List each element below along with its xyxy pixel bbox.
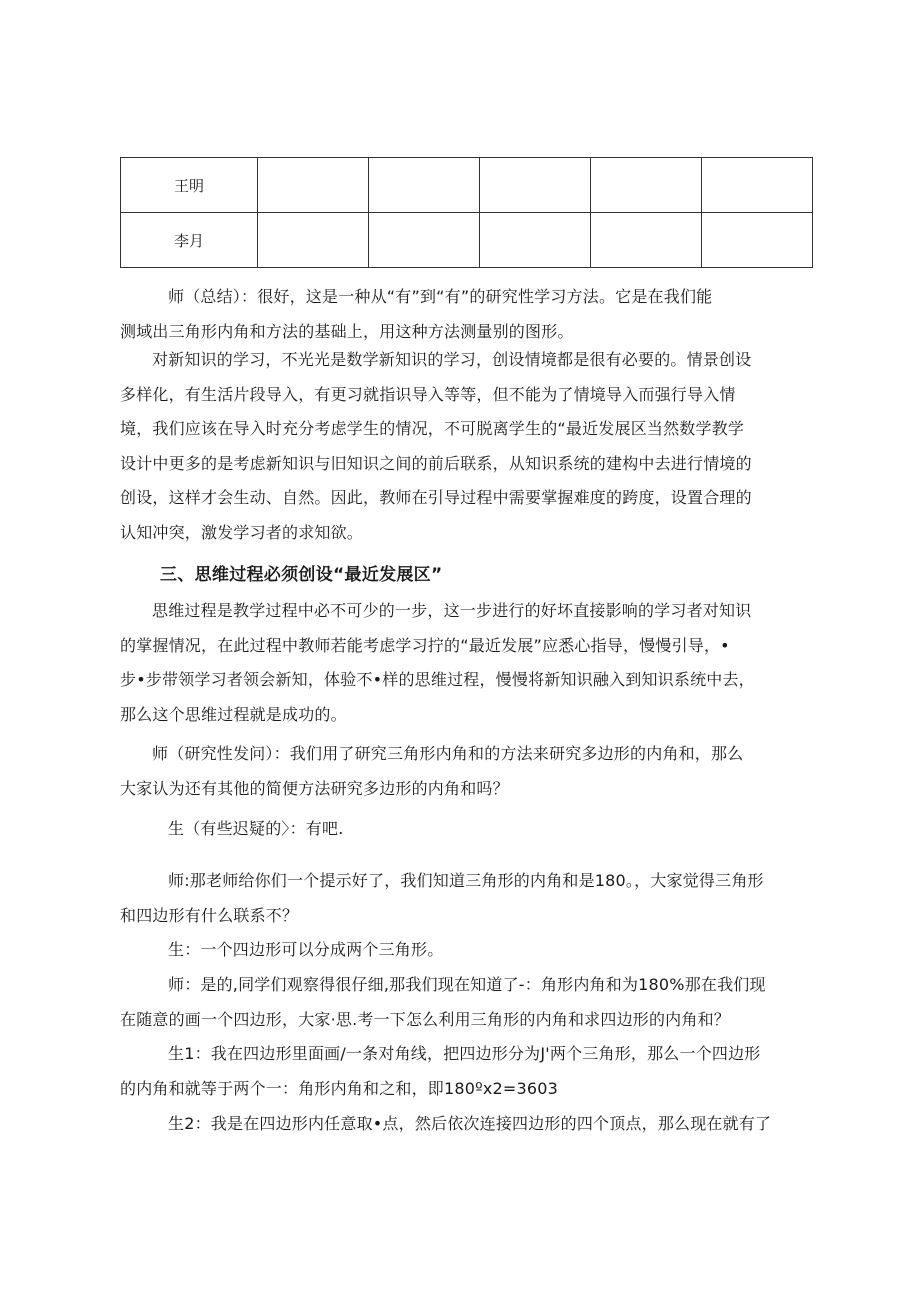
student-name-cell: 王明 [121,158,258,213]
text-line: 认知冲突，激发学习者的求知欲。 [120,522,364,542]
text-line: 思维过程是教学过程中必不可少的一步，这一步进行的好坏直接影响的学习者对知识 [152,601,752,620]
paragraph-student-2 [120,1107,800,1142]
table-cell [258,213,369,268]
text-line: 师（研究性发问）：我们用了研究三角形内角和的方法来研究多边形的内角和，那么 [152,744,744,763]
table-cell [258,158,369,213]
text-line: 生2：我是在四边形内任意取•点，然后依次连接四边形的四个顶点，那么现在就有了 [168,1114,772,1133]
text-line: 生1：我在四边形里面画/一条对角线，把四边形分为J'两个三角形，那么一个四边形 [168,1044,761,1063]
text-line: 的内角和就等于两个一：角形内角和之和，即180ºx2=3603 [120,1078,559,1098]
paragraph-teacher-confirm [120,968,800,1037]
table-cell [591,158,702,213]
table-cell [702,158,813,213]
paragraph-student-1 [120,1037,800,1106]
paragraph-thinking-process [120,594,800,732]
score-table [120,157,813,268]
table-cell [369,213,480,268]
text-line: 多样化，有生活片段导入，有更习就指识导入等等，但不能为了情境导入而强行导入情 [120,384,736,404]
text-line: 大家认为还有其他的简便方法研究多边形的内角和吗？ [120,778,509,798]
table-row [121,213,813,268]
text-line: 境，我们应该在导入时充分考虑学生的情况，不可脱离学生的“最近发展区当然数学教学 [120,419,745,438]
text-line: 的掌握情况，在此过程中教师若能考虑学习拧的“最近发展”应悉心指导，慢慢引导，• [120,635,730,655]
table-cell [369,158,480,213]
paragraph-new-knowledge [120,343,800,550]
text-line: 师（总结）：很好，这是一种从“有”到“有”的研究性学习方法。它是在我们能 [168,287,713,306]
paragraph-student-hesitant [120,812,800,847]
section-heading: 三、思维过程必须创设“最近发展区” [160,565,443,585]
paragraph-teacher-summary [120,280,800,349]
paragraph-teacher-question [120,737,800,806]
text-line: 生：一个四边形可以分成两个三角形。 [168,940,444,959]
table-cell [591,213,702,268]
table-cell [702,213,813,268]
text-line: 步•步带领学习者领会新知，体验不•样的思维过程，慢慢将新知识融入到知识系统中去， [120,670,755,689]
paragraph-student-answer [120,933,800,968]
student-name-cell: 李月 [121,213,258,268]
text-line: 在随意的画一个四边形，大家·思.考一下怎么利用三角形的内角和求四边形的内角和？ [120,1009,730,1029]
text-line: 生（有些迟疑的〉：有吧. [168,819,344,838]
text-line: 和四边形有什么联系不？ [120,905,299,925]
text-line: 那么这个思维过程就是成功的。 [120,704,347,724]
text-line: 师:那老师给你们一个提示好了，我们知道三角形的内角和是180。，大家觉得三角形 [168,871,764,890]
text-line: 测域出三角形内角和方法的基础上，用这种方法测量别的图形。 [120,321,574,341]
table-cell [480,213,591,268]
text-line: 设计中更多的是考虑新知识与旧知识之间的前后联系，从知识系统的建构中去进行情境的 [120,453,752,473]
text-line: 创设，这样才会生动、自然。因此，教师在引导过程中需要掌握难度的跨度，设置合理的 [120,488,752,507]
table-row [121,158,813,213]
text-line: 师：是的,同学们观察得很仔细,那我们现在知道了-：角形内角和为180%那在我们现 [168,975,766,994]
table-cell [480,158,591,213]
text-line: 对新知识的学习，不光光是数学新知识的学习，创设情境都是很有必要的。情景创设 [152,350,752,369]
paragraph-teacher-hint [120,864,800,933]
